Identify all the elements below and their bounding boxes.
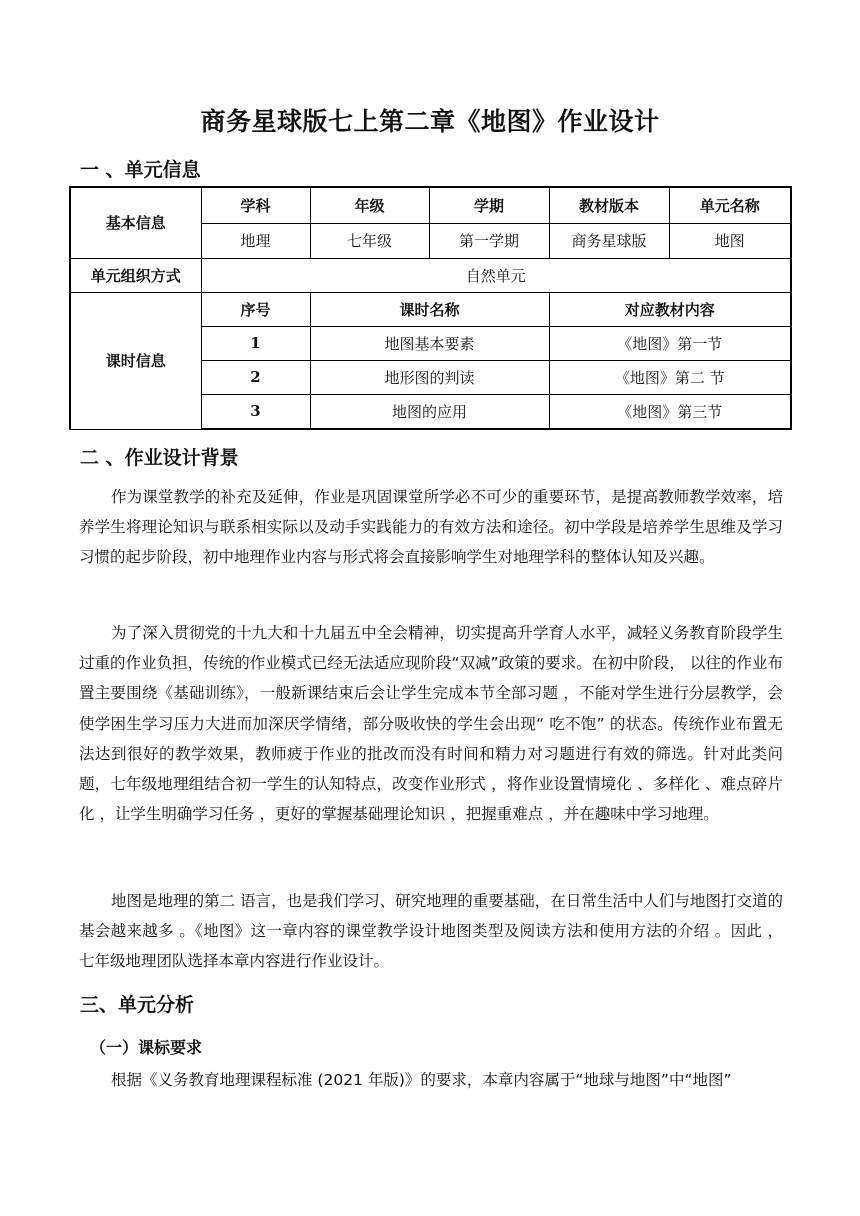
unit-info-table [69, 186, 792, 430]
lesson-no: 3 [201, 394, 310, 429]
value-subject: 地理 [201, 223, 310, 258]
header-edition: 教材版本 [549, 187, 669, 223]
section-heading-background: 二 、作业设计背景 [80, 447, 239, 469]
basic-info-label: 基本信息 [70, 187, 201, 258]
section-heading-unit-info: 一 、单元信息 [80, 159, 201, 181]
subheading-curriculum-requirements: （一）课标要求 [90, 1038, 203, 1057]
background-paragraph-2: 为了深入贯彻党的十九大和十九届五中全会精神，切实提高升学育人水平，减轻义务教育阶段学生过重的作业负担，传统的作业模式已经无法适应现阶段“双减”政策的要求。在初中阶段， 以往的作业布置主要围绕《基础训练》，一般新课结束后会让学生完成本节全部习题 ，不能对学生进行分层教学，会使学困生学习压力大进而加深厌学情绪，部分吸收快的学生会出现“ 吃不饱” 的状态。传统作业布置无法达到很好的教学效果，教师疲于作业的批改而没有时间和精力对习题进行有效的筛选。针对此类问题，七年级地理组结合初一学生的认知特点，改变作业形式 ，将作业设置情境化 、多样化 、难点碎片化 ，让学生明确学习任务 ，更好的掌握基础理论知识 ，把握重难点 ，并在趣味中学习地理。 [79, 624, 783, 824]
lesson-content: 《地图》第一节 [549, 326, 791, 360]
lesson-no: 1 [201, 326, 310, 360]
header-semester: 学期 [429, 187, 549, 223]
lesson-no: 2 [201, 360, 310, 394]
value-grade: 七年级 [310, 223, 429, 258]
lesson-name: 地图的应用 [310, 394, 549, 429]
header-subject: 学科 [201, 187, 310, 223]
lesson-name: 地图基本要素 [310, 326, 549, 360]
header-grade: 年级 [310, 187, 429, 223]
value-semester: 第一学期 [429, 223, 549, 258]
lesson-info-label: 课时信息 [70, 292, 201, 429]
background-paragraph-1: 作为课堂教学的补充及延伸，作业是巩固课堂所学必不可少的重要环节，是提高教师教学效率，培养学生将理论知识与联系相实际以及动手实践能力的有效方法和途径。初中学段是培养学生思维及学习习惯的起步阶段，初中地理作业内容与形式将会直接影响学生对地理学科的整体认知及兴趣。 [79, 488, 783, 567]
lesson-content: 《地图》第二 节 [549, 360, 791, 394]
value-unit-name: 地图 [669, 223, 791, 258]
header-lesson-content: 对应教材内容 [549, 292, 791, 326]
header-lesson-name: 课时名称 [310, 292, 549, 326]
lesson-content: 《地图》第三节 [549, 394, 791, 429]
lesson-name: 地形图的判读 [310, 360, 549, 394]
org-method-label: 单元组织方式 [70, 258, 201, 292]
org-method-value: 自然单元 [201, 258, 791, 292]
document-title: 商务星球版七上第二章《地图》作业设计 [200, 107, 660, 136]
curriculum-paragraph: 根据《义务教育地理课程标准 (2021 年版)》的要求，本章内容属于“地球与地图”中“地图” [111, 1071, 732, 1089]
header-lesson-no: 序号 [201, 292, 310, 326]
section-heading-unit-analysis: 三、单元分析 [80, 994, 195, 1016]
header-unit-name: 单元名称 [669, 187, 791, 223]
value-edition: 商务星球版 [549, 223, 669, 258]
background-paragraph-3: 地图是地理的第二 语言，也是我们学习、研究地理的重要基础，在日常生活中人们与地图打交道的基会越来越多 。《地图》这一章内容的课堂教学设计地图类型及阅读方法和使用方法的介绍 。因此 ，七年级地理团队选择本章内容进行作业设计。 [79, 892, 783, 971]
